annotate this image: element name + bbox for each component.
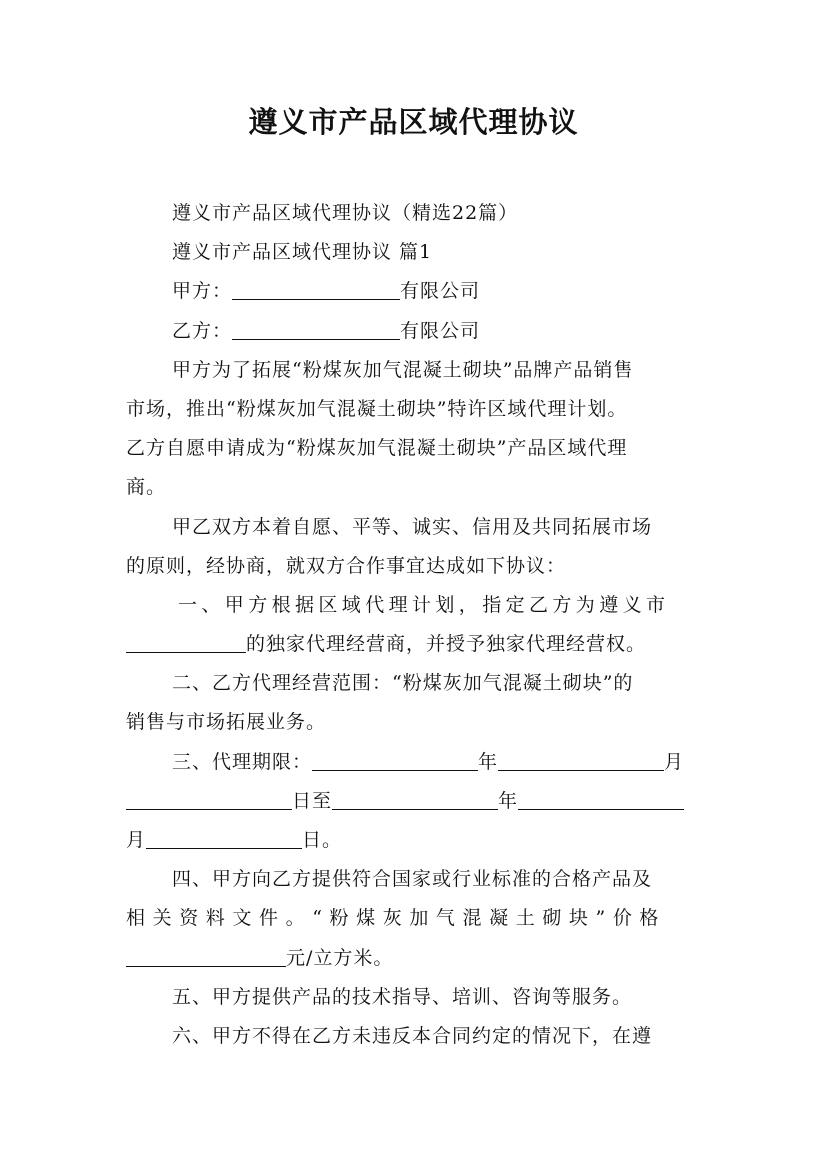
term-label: 三、代理期限： xyxy=(172,750,313,773)
party-b-suffix: 有限公司 xyxy=(400,319,481,342)
fill-blank xyxy=(232,315,400,340)
text-line: 市场，推出“粉煤灰加气混凝土砌块”特许区域代理计划。 xyxy=(126,397,628,420)
text-line: 二、乙方代理经营范围：“粉煤灰加气混凝土砌块”的 xyxy=(172,672,634,695)
region-line-text: 的独家代理经营商，并授予独家代理经营权。 xyxy=(246,633,647,656)
text-line: 一、甲方根据区域代理计划，指定乙方为遵义市 xyxy=(178,593,670,616)
fill-blank xyxy=(518,785,684,810)
day-to-label: 日至 xyxy=(292,789,333,812)
party-a-suffix: 有限公司 xyxy=(400,280,481,303)
document-body xyxy=(126,194,706,1056)
day-label: 日。 xyxy=(302,829,343,851)
fill-blank xyxy=(332,785,498,810)
fill-blank xyxy=(126,628,246,653)
fill-blank xyxy=(312,746,478,771)
party-a-line xyxy=(126,272,706,311)
price-line xyxy=(126,939,706,978)
text-line: 遵义市产品区域代理协议（精选22篇） xyxy=(172,202,519,224)
text-line: 甲乙双方本着自愿、平等、诚实、信用及共同拓展市场 xyxy=(172,515,653,538)
text-line: 的原则，经协商，就双方合作事宜达成如下协议： xyxy=(126,554,567,577)
text-line: 遵义市产品区域代理协议 篇1 xyxy=(172,241,433,264)
text-line: 商。 xyxy=(126,476,167,499)
text-line: 销售与市场拓展业务。 xyxy=(126,711,327,734)
text-line: 甲方为了拓展“粉煤灰加气混凝土砌块”品牌产品销售 xyxy=(172,358,634,381)
fill-blank xyxy=(146,824,302,849)
text-line: 五、甲方提供产品的技术指导、培训、咨询等服务。 xyxy=(172,985,633,1008)
text-line: 六、甲方不得在乙方未违反本合同约定的情况下，在遵 xyxy=(172,1024,653,1047)
party-a-label: 甲方： xyxy=(172,280,233,303)
party-b-label: 乙方： xyxy=(172,319,233,342)
term-line-3 xyxy=(126,821,706,860)
fill-blank xyxy=(126,942,286,967)
region-line xyxy=(126,625,706,664)
fill-blank xyxy=(126,785,292,810)
month-label: 月 xyxy=(664,750,685,773)
text-line: 相关资料文件。“粉煤灰加气混凝土砌块”价格 xyxy=(126,907,667,930)
term-line-2 xyxy=(126,782,706,821)
year-label: 年 xyxy=(498,789,519,812)
fill-blank xyxy=(498,746,664,771)
text-line: 四、甲方向乙方提供符合国家或行业标准的合格产品及 xyxy=(172,868,653,891)
term-line xyxy=(126,743,706,782)
price-unit: 元/立方米。 xyxy=(286,946,394,969)
text-line: 乙方自愿申请成为“粉煤灰加气混凝土砌块”产品区域代理 xyxy=(126,437,628,460)
fill-blank xyxy=(232,275,400,300)
year-label: 年 xyxy=(478,750,499,773)
month-label: 月 xyxy=(126,829,147,851)
party-b-line xyxy=(126,312,706,351)
document-title: 遵义市产品区域代理协议 xyxy=(248,105,579,139)
